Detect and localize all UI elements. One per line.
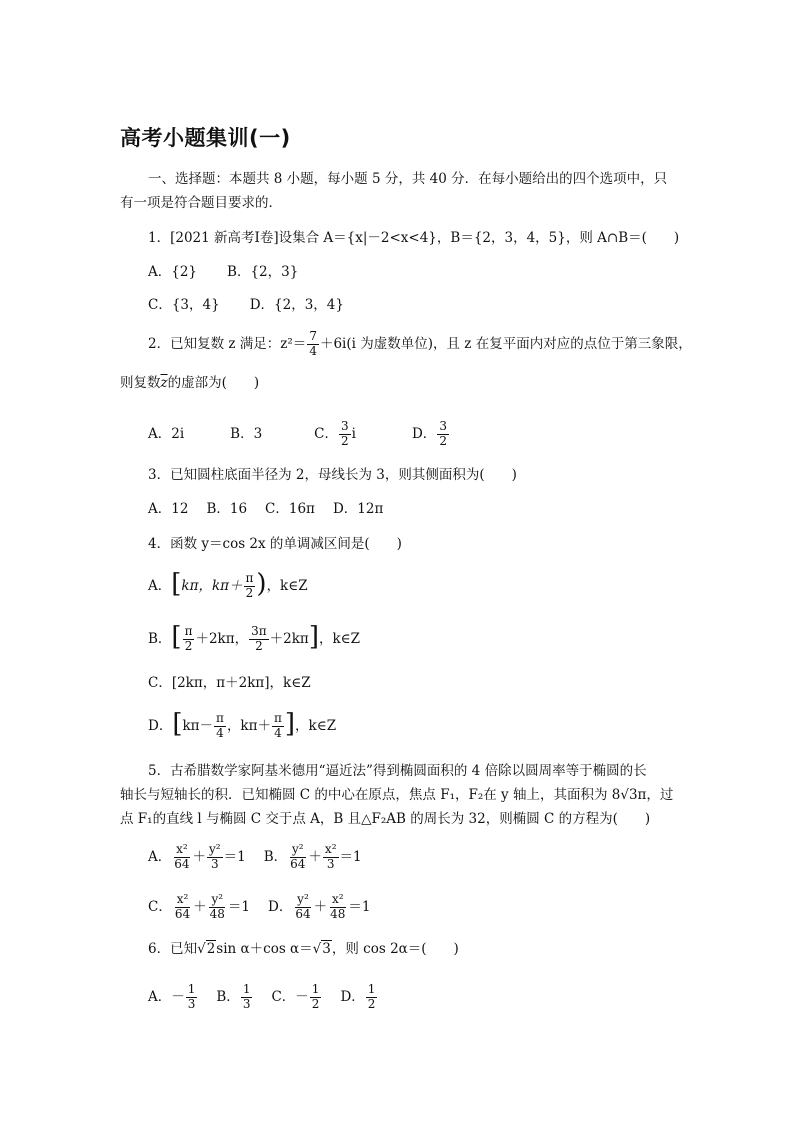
q5-option-c: C． $\frac{\text{x²}}{64}$ ＋ $\frac{\text{y²}}{48}$ ＝1 — [148, 892, 250, 921]
q3-option-d: D．12π — [332, 501, 384, 517]
q2-option-c: C． $\frac{3}{2}$ i — [314, 419, 356, 448]
q6-option-a: A．－ $\frac{1}{3}$ — [148, 982, 196, 1011]
section-instructions-line1: 一、选择题：本题共 8 小题，每小题 5 分，共 40 分．在每小题给出的四个选项中，只 — [148, 171, 668, 187]
page-title: 高考小题集训(一) — [120, 126, 291, 150]
q2-option-b: B．3 — [230, 425, 263, 442]
question-1-options-row1 — [148, 266, 298, 280]
q1-option-a: A．{2} — [148, 264, 198, 280]
question-6-options — [148, 983, 378, 1012]
question-5-stem-line2: 轴长与短轴长的积．已知椭圆 C 的中心在原点，焦点 F₁，F₂在 y 轴上，其面积为 8√3π，过 — [120, 787, 674, 803]
question-6-stem: 6．已知√2sin α＋cos α＝√3，则 cos 2α＝( ) — [148, 941, 459, 957]
q5-option-b: B． $\frac{\text{y²}}{64}$ ＋ $\frac{\text{x²}}{3}$ ＝1 — [263, 842, 362, 871]
q1-option-d: D．{2，3，4} — [249, 297, 344, 313]
question-2-options — [148, 420, 450, 449]
q2-fraction: $\frac{7}{4}$ — [309, 329, 317, 358]
q2-option-a: A．2i — [148, 425, 185, 442]
question-2-stem: 2．已知复数 z 满足：z²＝ $\frac{7}{4}$ ＋6i(i 为虚数单位)，且 z 在复平面内对应的点位于第三象限， — [148, 329, 692, 358]
q1-option-b: B．{2，3} — [227, 264, 299, 280]
question-1-stem: 1．[2021 新高考Ⅰ卷]设集合 A＝{x|－2<x<4}，B＝{2，3，4，5}，则 A∩B＝( ) — [148, 230, 680, 246]
q4-option-a: A．[kπ，kπ＋ $\frac{\pi}{2}$ )，k∈Z — [148, 569, 308, 600]
question-5-options-row1 — [148, 843, 362, 872]
q4-option-d: D．[kπ－ $\frac{\pi}{4}$ ，kπ＋ $\frac{\pi}{4}$ ]，k∈Z — [148, 709, 337, 740]
question-3-stem: 3．已知圆柱底面半径为 2，母线长为 3，则其侧面积为( ) — [148, 467, 517, 483]
question-3-options — [148, 503, 383, 517]
question-5-stem-line3: 点 F₁的直线 l 与椭圆 C 交于点 A，B 且△F₂AB 的周长为 32，则椭圆 C 的方程为( ) — [120, 811, 651, 827]
q4-option-c: C．[2kπ，π＋2kπ]，k∈Z — [148, 675, 311, 691]
question-5-options-row2 — [148, 893, 370, 922]
question-5-stem-line1: 5．古希腊数学家阿基米德用“逼近法”得到椭圆面积的 4 倍除以圆周率等于椭圆的长 — [148, 763, 647, 779]
section-instructions-line2: 有一项是符合题目要求的． — [120, 195, 282, 211]
q3-option-c: C．16π — [265, 501, 315, 517]
q1-option-c: C．{3，4} — [148, 297, 220, 313]
question-1-options-row2 — [148, 299, 344, 313]
q6-option-b: B． $\frac{1}{3}$ — [216, 982, 251, 1011]
q4-option-b: B．[ $\frac{\pi}{2}$ ＋2kπ， $\frac{3\pi}{2}$ ＋2kπ]，k∈Z — [148, 622, 361, 653]
q2-option-d: D． $\frac{3}{2}$ — [411, 419, 447, 448]
q3-option-b: B．16 — [206, 501, 248, 517]
question-4-stem: 4．函数 y＝cos 2x 的单调减区间是( ) — [148, 536, 402, 552]
q6-option-c: C．－ $\frac{1}{2}$ — [271, 982, 320, 1011]
q5-option-a: A． $\frac{\text{x²}}{64}$ ＋ $\frac{\text{y²}}{3}$ ＝1 — [148, 842, 246, 871]
q6-option-d: D． $\frac{1}{2}$ — [340, 982, 376, 1011]
question-2-stem-line2: 则复数$\overline{z}$的虚部为( ) — [120, 375, 260, 391]
q3-option-a: A．12 — [148, 501, 189, 517]
q5-option-d: D． $\frac{\text{y²}}{64}$ ＋ $\frac{\text{x²}}{48}$ ＝1 — [268, 892, 371, 921]
